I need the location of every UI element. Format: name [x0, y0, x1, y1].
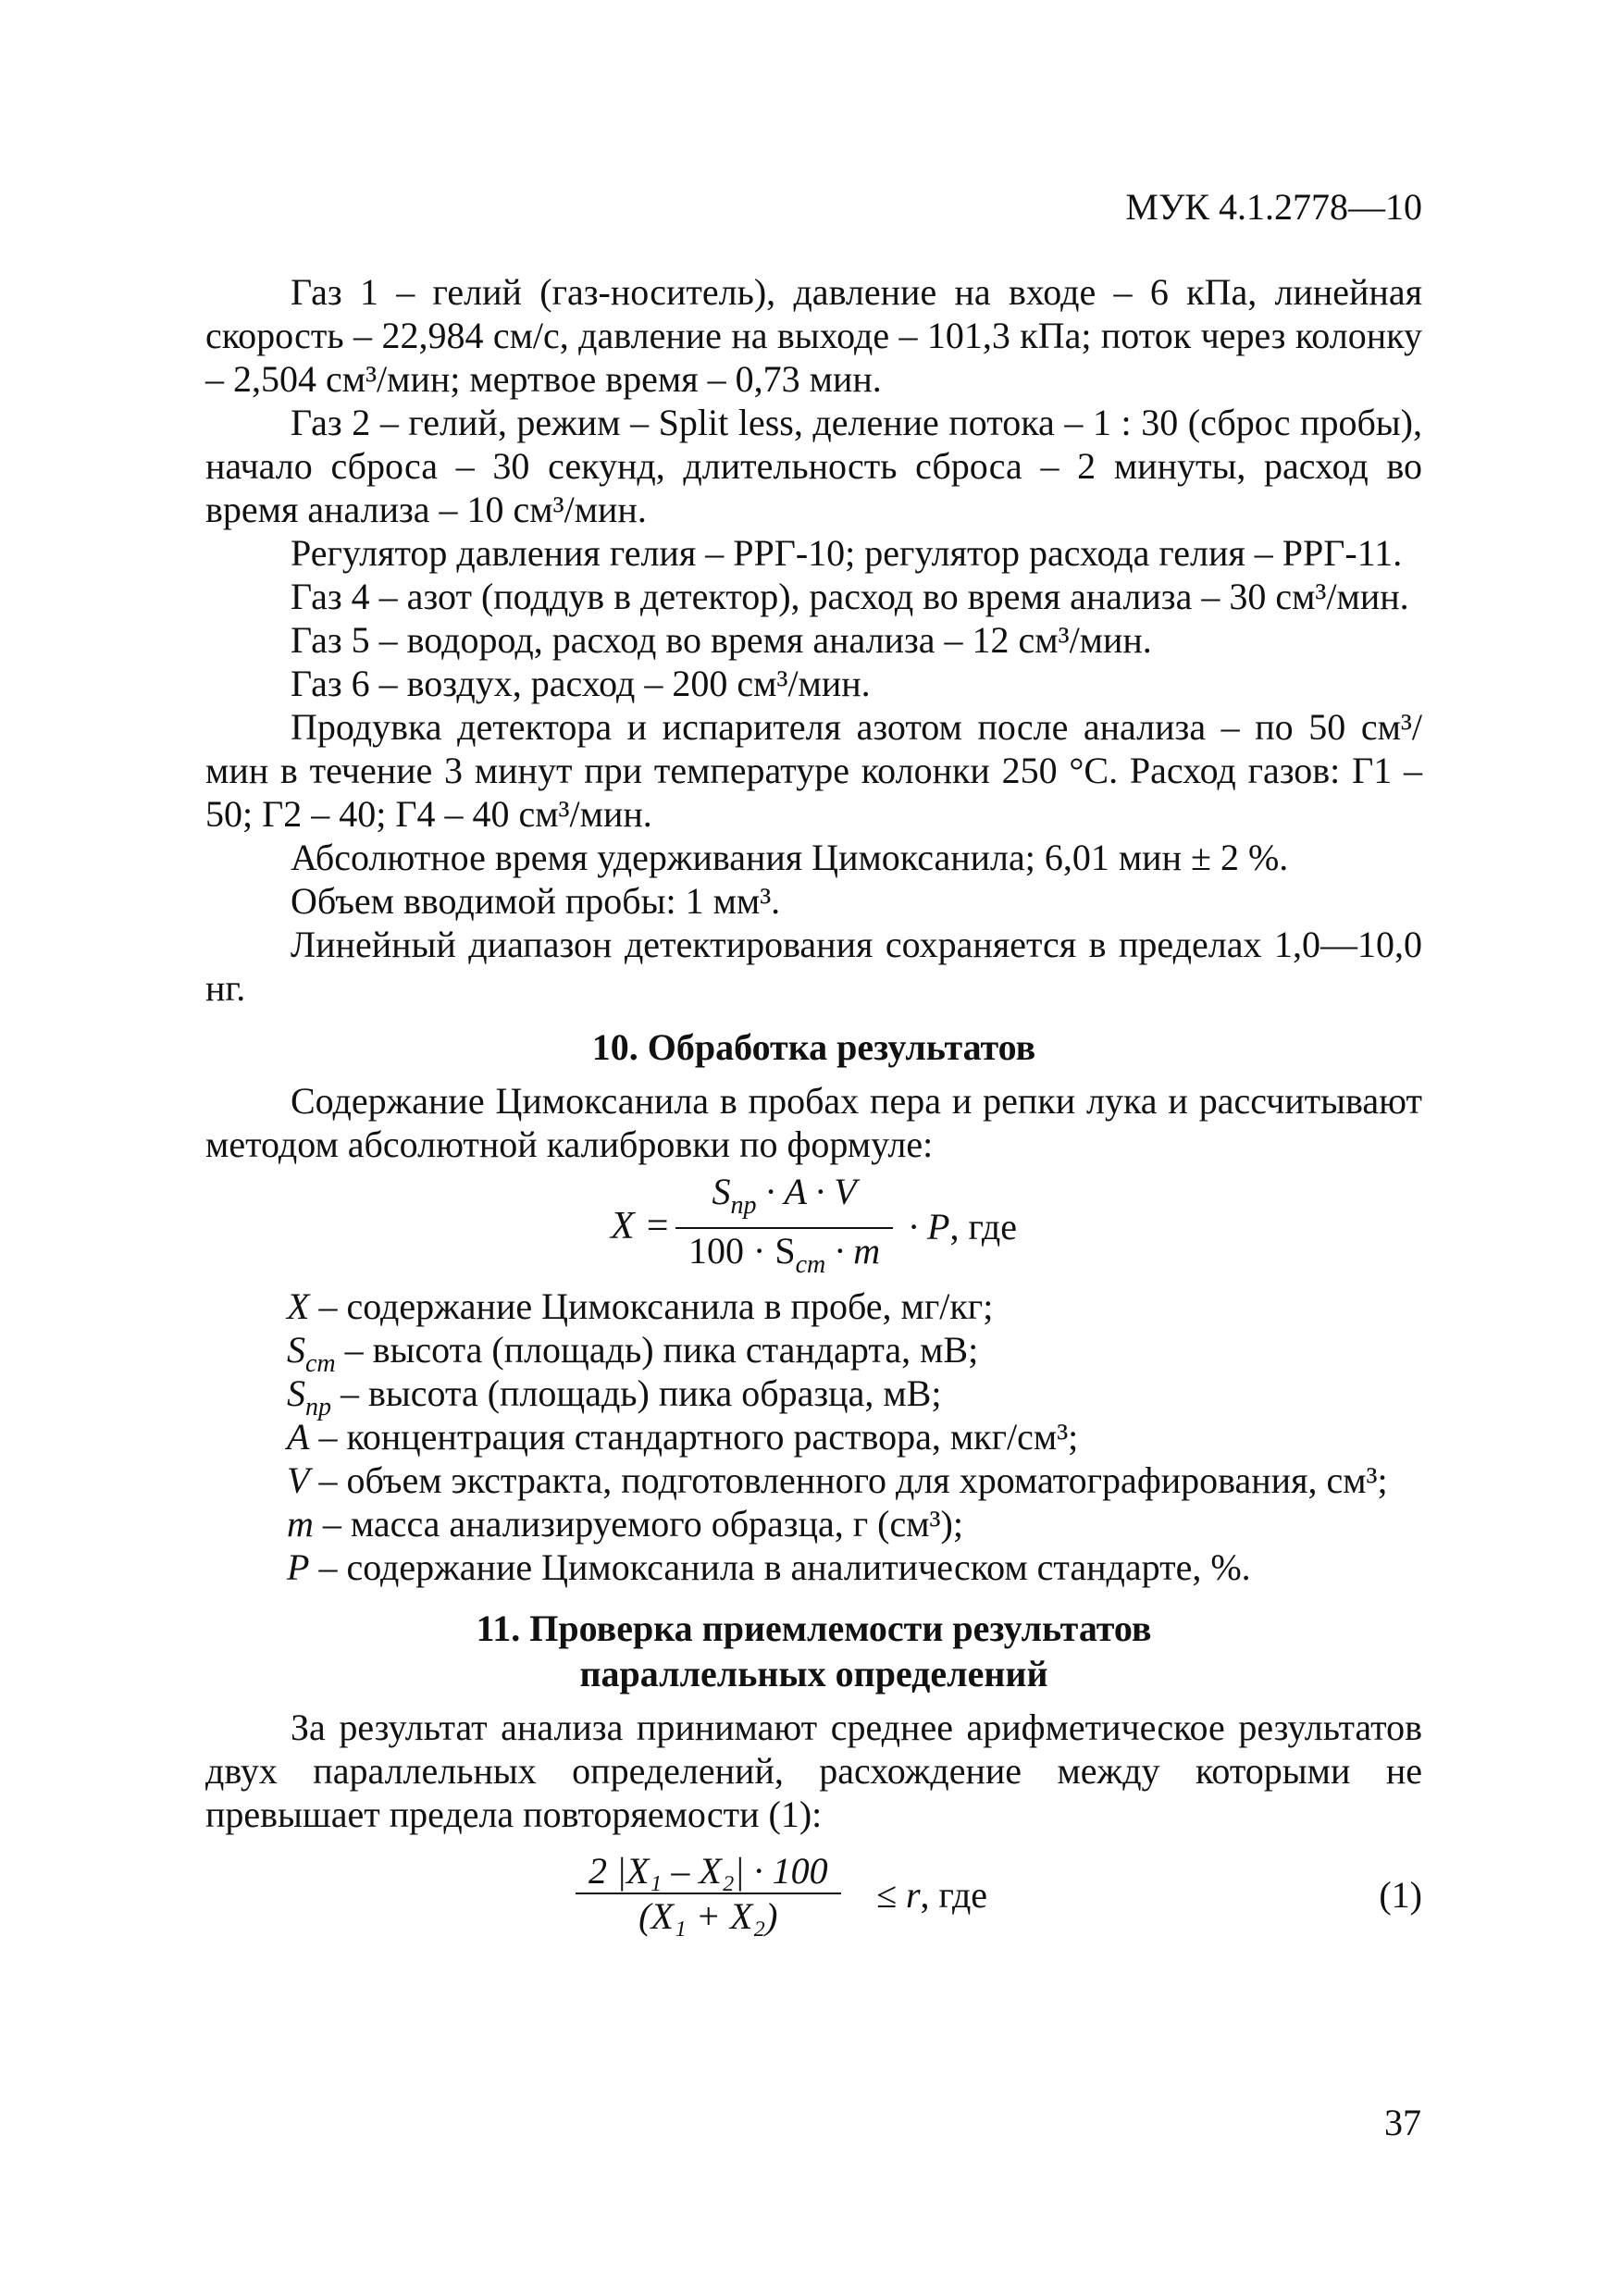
definition-m: m – масса анализируемого образца, г (см³); [287, 1503, 963, 1545]
formula-denominator: $100 \cdot S_{ст} \cdot m$ [675, 1227, 893, 1286]
formula-numerator: $S_{пр} \cdot A \cdot V$ [712, 1171, 857, 1220]
formula-fraction [675, 1170, 893, 1286]
paragraph-sample-volume: Объем вводимой пробы: 1 мм³. [291, 880, 781, 922]
formula-lhs: X = [611, 1205, 671, 1247]
calculation-formula [205, 1166, 1422, 1285]
definition-v: V – объем экстракта, подготовленного для хроматографирования, см³; [287, 1459, 1388, 1501]
repeatability-rhs: ≤ r, где [876, 1874, 988, 1916]
formula-rhs: · P, где [909, 1206, 1017, 1247]
section-11-heading-line-1: 11. Проверка приемлемости результатов [476, 1607, 1152, 1649]
definition-x: X – содержание Цимоксанила в пробе, мг/кг; [287, 1285, 994, 1327]
repeatability-formula [205, 1845, 1422, 1962]
page-number: 37 [1384, 2102, 1421, 2143]
paragraph-gas-2: Газ 2 – гелий, режим – Split less, деление потока – 1 : 30 (сброс пробы), начало сброса – 30 секунд, длительность сброса – 2 минуты, расход во время анализа – 10 см³/мин. [205, 402, 1422, 530]
paragraph-gas-6: Газ 6 – воздух, расход – 200 см³/мин. [291, 663, 871, 704]
paragraph-regulators: Регулятор давления гелия – РРГ-10; регулятор расхода гелия – РРГ-11. [291, 532, 1403, 574]
paragraph-purge: Продувка детектора и испарителя азотом после анализа – по 50 см³/мин в течение 3 минут при температуре колонки 250 °С. Расход газов: Г1 – 50; Г2 – 40; Г4 – 40 см³/мин. [205, 706, 1422, 835]
section-11-heading-line-2: параллельных определений [579, 1653, 1048, 1694]
section-11-intro: За результат анализа принимают среднее арифметическое результатов двух параллельных определений, расхождение между которыми не превышает предела повторяемости (1): [205, 1706, 1422, 1835]
repeatability-fraction [576, 1849, 841, 1938]
section-11-heading [205, 1606, 1422, 1696]
section-10-heading: 10. Обработка результатов [591, 1026, 1036, 1068]
definition-s-standard: $S_{ст}$ – высота (площадь) пика стандарта, мВ; [287, 1329, 979, 1378]
equation-number: (1) [1379, 1874, 1422, 1916]
paragraph-gas-1: Газ 1 – гелий (газ-носитель), давление на входе – 6 кПа, линейная скорость – 22,984 см/с, давление на выходе – 101,3 кПа; поток через колонку – 2,504 см³/мин; мертвое время – 0,73 мин. [205, 271, 1422, 400]
repeatability-numerator: 2 |X₁ – X₂| · 100 [588, 1850, 828, 1892]
paragraph-gas-4: Газ 4 – азот (поддув в детектор), расход во время анализа – 30 см³/мин. [291, 576, 1409, 617]
paragraph-linear-range: Линейный диапазон детектирования сохраняется в пределах 1,0—10,0 нг. [205, 924, 1422, 1009]
paragraph-gas-5: Газ 5 – водород, расход во время анализа – 12 см³/мин. [291, 619, 1152, 661]
page-body [205, 270, 1422, 1962]
paragraph-retention-time: Абсолютное время удерживания Цимоксанила; 6,01 мин ± 2 %. [291, 837, 1289, 878]
document-code-header: МУК 4.1.2778—10 [1125, 186, 1422, 228]
section-10-intro: Содержание Цимоксанила в пробах пера и репки лука и рассчитывают методом абсолютной калибровки по формуле: [205, 1080, 1422, 1165]
repeatability-denominator: (X₁ + X₂) [576, 1893, 841, 1938]
definition-a: A – концентрация стандартного раствора, мкг/см³; [287, 1416, 1079, 1458]
variable-definitions [205, 1285, 1422, 1589]
definition-p: P – содержание Цимоксанила в аналитическом стандарте, %. [287, 1546, 1251, 1588]
definition-s-sample: $S_{пр}$ – высота (площадь) пика образца, мВ; [287, 1372, 942, 1421]
